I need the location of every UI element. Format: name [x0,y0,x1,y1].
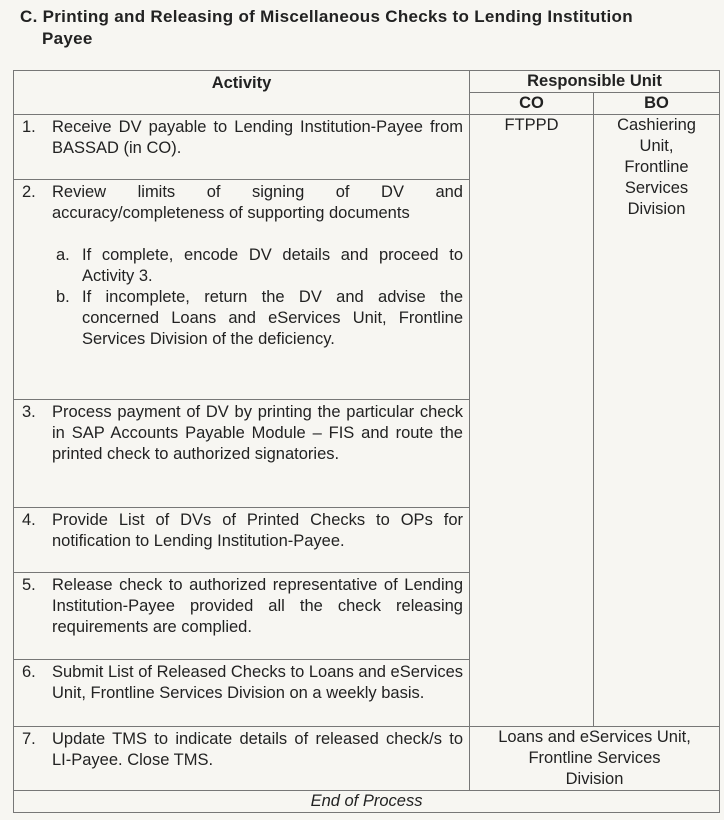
step-7-unit-cell [470,727,720,791]
co-unit-cell [470,115,594,727]
step-number: 1. [22,118,36,136]
heading-line-2: Payee [42,29,93,48]
step-6-cell [14,660,470,727]
step-number: 3. [22,403,36,421]
step-number: 4. [22,511,36,529]
step-text: Submit List of Released Checks to Loans and eServices Unit, Frontline Services Division on a weekly basis. [52,663,463,702]
bo-header: BO [594,93,720,115]
step-number: 5. [22,576,36,594]
sub-step-b: b. If incomplete, return the DV and advise the concerned Loans and eServices Unit, Frontline Services Division of the deficiency. [56,288,463,348]
activity-header: Activity [14,71,470,115]
step-1-cell [14,115,470,180]
co-header: CO [470,93,594,115]
step-number: 7. [22,730,36,748]
step-text: Review limits of signing of DV and accuracy/completeness of supporting documents [52,183,463,222]
step-number: 2. [22,183,36,201]
bo-unit-line: Division [627,200,686,218]
unit-line: Division [565,770,624,788]
bo-unit-line: Frontline [624,158,689,176]
step-5-cell [14,573,470,660]
sub-step-a: a. If complete, encode DV details and proceed to Activity 3. [56,246,463,285]
heading-line-1: C. Printing and Releasing of Miscellaneous Checks to Lending Institution [20,7,633,26]
responsible-unit-header: Responsible Unit [470,71,720,93]
bo-unit-line: Services [624,179,689,197]
step-text: Provide List of DVs of Printed Checks to OPs for notification to Lending Institution-Payee. [52,511,463,550]
step-4-cell [14,508,470,573]
step-number: 6. [22,663,36,681]
step-text: Receive DV payable to Lending Institution-Payee from BASSAD (in CO). [52,118,463,157]
step-3-cell [14,400,470,508]
unit-line: Frontline Services [528,749,661,767]
step-7-cell [14,727,470,791]
end-of-process: End of Process [14,791,720,813]
step-2-cell [14,180,470,400]
step-text: Update TMS to indicate details of released check/s to LI-Payee. Close TMS. [52,730,463,769]
process-table [13,70,720,813]
step-text: Release check to authorized representative of Lending Institution-Payee provided all the check releasing requirements are complied. [52,576,463,636]
unit-line: Loans and eServices Unit, [498,728,691,746]
bo-unit-cell [594,115,720,727]
section-heading [20,6,720,50]
co-unit-label: FTPPD [504,116,559,134]
bo-unit-line: Cashiering [617,116,696,134]
bo-unit-line: Unit, [639,137,674,155]
step-text: Process payment of DV by printing the particular check in SAP Accounts Payable Module – FIS and route the printed check to authorized signatories. [52,403,463,463]
